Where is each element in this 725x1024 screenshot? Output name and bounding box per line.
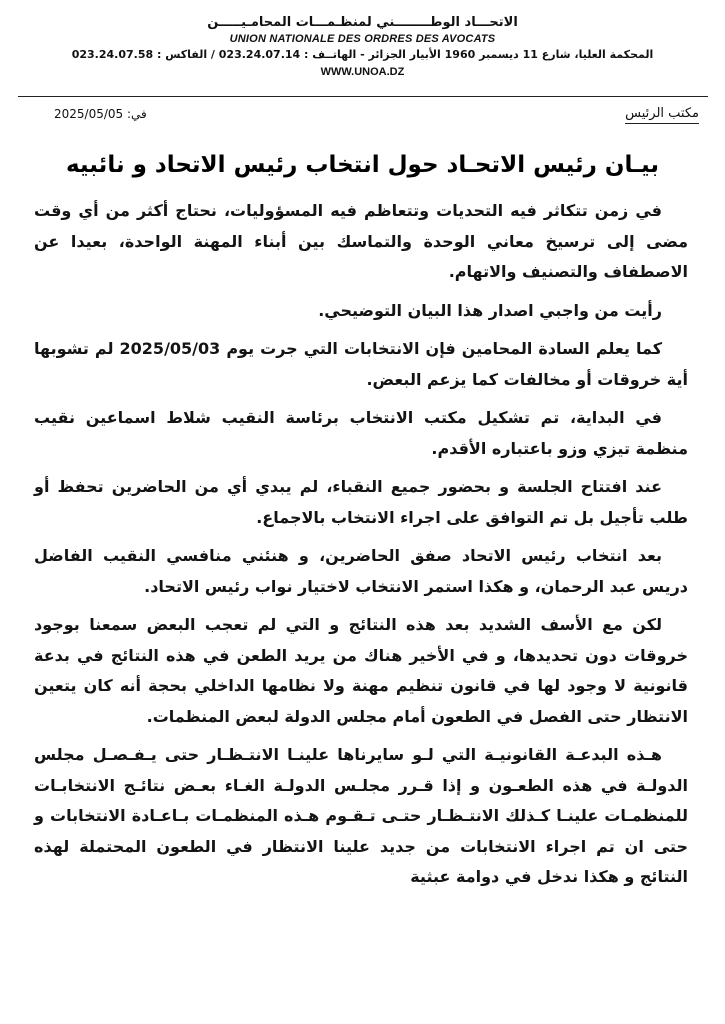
org-address: المحكمة العليا، شارع 11 ديسمبر 1960 الأبيار الجزائر - الهاتــف : 023.24.07.14 / الفاكس : 023.24.07.58 <box>71 48 654 61</box>
paragraph: في البداية، تم تشكيل مكتب الانتخاب برئاسة النقيب شلاط اسماعين نقيب منظمة تيزي وزو باعتباره الأقدم. <box>34 408 688 458</box>
office-label: مكتب الرئيس <box>625 106 699 124</box>
paragraph: هـذه البدعـة القانونيـة التي لـو سايرناها علينـا الانتـظـار حتى يـفـصـل مجلس الدولـة في هذه الطعـون و إذا قـرر مجلـس الدولـة الغـاء بعـض نتائـج الانتخابـات للمنظمـات علينـا كـذلك الانتـظـار حتـى تـقـوم هـذه المنظمـات بـاعـادة الانتخابات و حتى ان تم اجراء الانتخابات من جديد علينا الانتظار في الطعون المحتملة لهذه النتائج و هكذا ندخل في دوامة عبثية <box>34 745 688 886</box>
paragraph: رأيت من واجبي اصدار هذا البيان التوضيحي. <box>318 300 662 320</box>
paragraph: لكن مع الأسف الشديد بعد هذه النتائج و التي لم تعجب البعض سمعنا بوجود خروقات دون تحديدها، و في الأخير هناك من يريد الطعن في هذه النتائج في بدعة قانونية لا وجود لها في قانون تنظيم مهنة ولا نظامها الداخلي بحجة أنه كان يتعين الانتظار حتى الفصل في الطعون أمام مجلس الدولة لبعض المنظمات. <box>34 615 688 726</box>
paragraph: بعد انتخاب رئيس الاتحاد صفق الحاضرين، و هنئني منافسي النقيب الفاضل دريس عبد الرحمان، و هكذا استمر الانتخاب لاختيار نواب رئيس الاتحاد. <box>34 546 688 596</box>
document-title: بيـان رئيس الاتحـاد حول انتخاب رئيس الاتحاد و نائبيه <box>65 152 660 178</box>
paragraph: كما يعلم السادة المحامين فإن الانتخابات التي جرت يوم 2025/05/03 لم تشوبها أية خروقات أو مخالفات كما يزعم البعض. <box>34 339 688 389</box>
org-name-french: UNION NATIONALE DES ORDRES DES AVOCATS <box>229 33 496 45</box>
letterhead <box>0 14 725 80</box>
document-date: في: 2025/05/05 <box>54 107 147 121</box>
org-name-arabic: الاتحـــاد الوطــــــــني لمنظـمـــات المحامـيـــــن <box>207 15 518 30</box>
paragraph: عند افتتاح الجلسة و بحضور جميع النقباء، لم يبدي أي من الحاضرين تحفظ أو طلب تأجيل بل تم التوافق على اجراء الانتخاب بالاجماع. <box>34 477 688 527</box>
paragraph: في زمن تتكاثر فيه التحديات وتتعاظم فيه المسؤوليات، نحتاج أكثر من أي وقت مضى إلى ترسيخ معاني الوحدة والتماسك بين أبناء المهنة الواحدة، بعيدا عن الاصطفاف والتصنيف والاتهام. <box>34 201 688 281</box>
document-body <box>34 196 688 901</box>
org-website: WWW.UNOA.DZ <box>320 66 405 78</box>
header-divider <box>18 96 708 97</box>
